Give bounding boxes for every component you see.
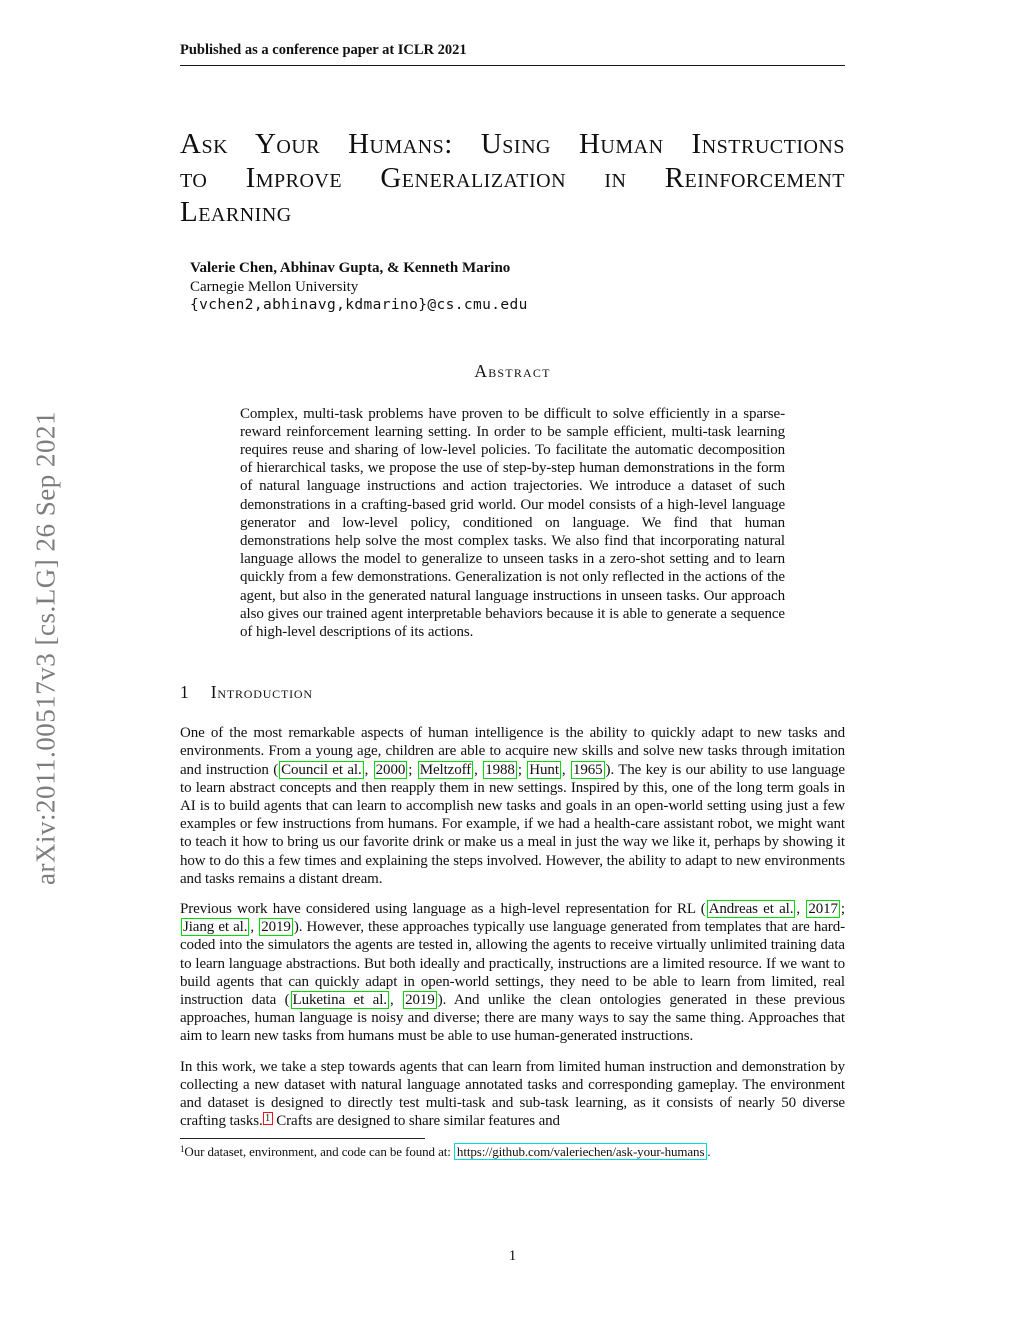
paper-title-line-1: Ask Your Humans: Using Human Instructions — [180, 128, 845, 160]
abstract-body: Complex, multi-task problems have proven to be difficult to solve efficiently in a sparse-reward reinforcement learning setting. In order to be sample efficient, multi-task learning requires reuse and sharing of low-level policies. To facilitate the automatic decomposition of hierarchical tasks, we propose the use of step-by-step human demonstrations in the form of natural language instructions and action trajectories. We introduce a dataset of such demonstrations in a crafting-based grid world. Our model consists of a high-level language generator and low-level policy, conditioned on language. We find that human demonstrations help solve the most complex tasks. We also find that incorporating natural language allows the model to generalize to unseen tasks in a zero-shot setting and to learn quickly from a few demonstrations. Generalization is not only reflected in the actions of the agent, but also in the generated natural language instructions in unseen tasks. Our approach also gives our trained agent interpretable behaviors because it is able to generate a sequence of high-level descriptions of its actions. — [240, 405, 785, 640]
citation-link[interactable]: Luketina et al. — [292, 991, 387, 1008]
citation-link[interactable]: 1988 — [485, 761, 515, 778]
intro-paragraph-1: One of the most remarkable aspects of human intelligence is the ability to quickly adapt to new tasks and environments. From a young age, children are able to acquire new skills and solve new tasks through imitation and instruction ( Council et al. , 2000 ; Meltzoff , 1988 ; Hunt , 1965 ). The key is our ability to use language to learn abstract concepts and then reapply them in new settings. Inspired by this, one of the long term goals in AI is to build agents that can learn to accomplish new tasks and goals in an open-world setting using just a few examples or few instructions from humans. For example, if we had a health-care assistant robot, we might want to teach it how to bring us our favorite drink or make us a meal in just the way we like it, perhaps by showing it how to do this a few times and explaining the steps involved. However, the ability to adapt to new environments and tasks remains a distant dream. — [180, 725, 845, 887]
section-heading-introduction — [180, 682, 845, 703]
footnote-text: $^1$Our dataset, environment, and code can be found at: https://github.com/valeriechen/ask-your-humans . — [180, 1144, 711, 1160]
paper-title — [180, 127, 845, 229]
citation-link[interactable]: 2000 — [375, 761, 406, 778]
main-column — [180, 127, 845, 1160]
section-number: 1 — [180, 682, 189, 703]
citation-link[interactable]: Meltzoff — [419, 761, 472, 778]
intro-paragraph-3: In this work, we take a step towards agents that can learn from limited human instruction and demonstration by collecting a new dataset with natural language annotated tasks and corresponding gameplay. The environment and dataset is designed to directly test multi-task and sub-task learning, as it consists of nearly 50 diverse crafting tasks. $^1$ Crafts are designed to share similar features and — [180, 1058, 845, 1130]
citation-link[interactable]: Hunt — [529, 761, 559, 778]
citation-link[interactable]: Council et al. — [281, 761, 362, 778]
page-number: 1 — [508, 1248, 517, 1264]
arxiv-watermark: arXiv:2011.00517v3 [cs.LG] 26 Sep 2021 — [30, 411, 61, 885]
author-emails: {vchen2,abhinavg,kdmarino}@cs.cmu.edu — [190, 297, 528, 313]
paper-title-line-2: to Improve Generalization in Reinforcement — [180, 162, 845, 194]
citation-link[interactable]: Jiang et al. — [183, 919, 248, 936]
citation-link[interactable]: 2017 — [808, 900, 838, 917]
abstract-heading: Abstract — [474, 360, 551, 381]
running-header: Published as a conference paper at ICLR 2021 — [180, 42, 845, 66]
author-block — [190, 259, 845, 315]
footnote-number: 1 — [180, 1144, 185, 1155]
affiliation: Carnegie Mellon University — [190, 278, 359, 295]
citation-link[interactable]: 2019 — [405, 991, 435, 1008]
paper-title-line-3: Learning — [180, 196, 292, 228]
footnote-rule — [180, 1138, 425, 1139]
citation-link[interactable]: 2019 — [261, 919, 291, 936]
citation-link[interactable]: 1965 — [572, 761, 603, 778]
url-link[interactable]: https://github.com/valeriechen/ask-your-humans — [454, 1143, 708, 1160]
footnote-marker[interactable]: 1 — [263, 1112, 273, 1125]
intro-paragraph-2: Previous work have considered using language as a high-level representation for RL ( Andreas et al. , 2017 ; Jiang et al. , 2019 ). However, these approaches typically use language generated from templates that are hard-coded into the simulators the agents are tested in, allowing the agents to receive virtually unlimited training data to learn language abstractions. But both ideally and practically, instructions are a limited resource. If we want to build agents that can quickly adapt in open-world settings, they need to be able to learn from limited, real instruction data ( Luketina et al. , 2019 ). And unlike the clean ontologies generated in these previous approaches, human language is noisy and diverse; there are many ways to say the same thing. Approaches that aim to learn new tasks from humans must be able to use human-generated instructions. — [180, 900, 845, 1045]
author-names: Valerie Chen, Abhinav Gupta, & Kenneth Marino — [190, 260, 511, 276]
section-title: Introduction — [210, 682, 313, 703]
citation-link[interactable]: Andreas et al. — [708, 900, 794, 917]
